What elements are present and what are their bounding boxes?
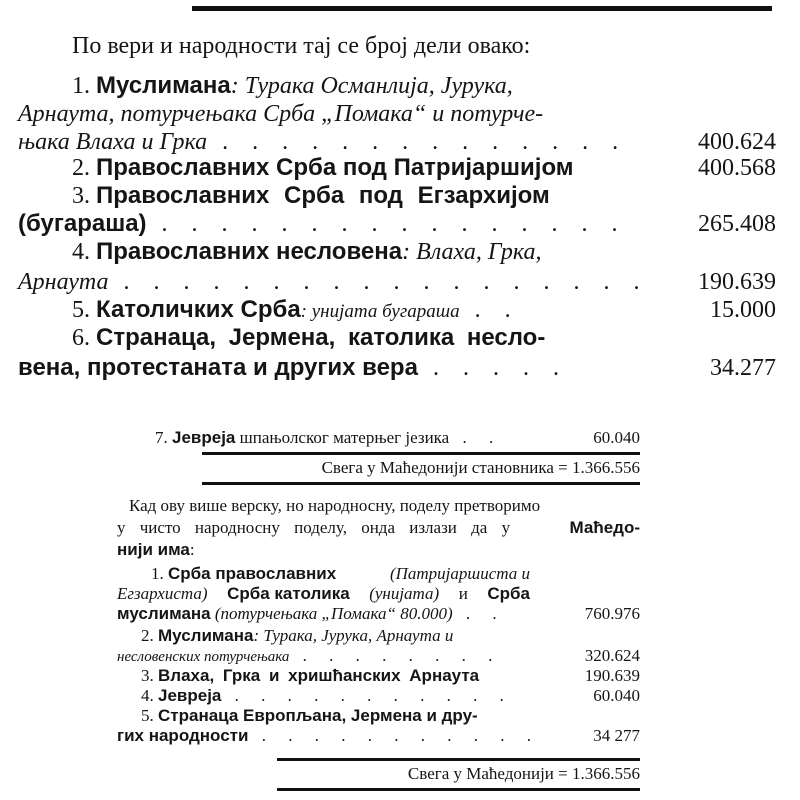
item-7: 7. Јевреја шпањолског матерњег језика . . 60.040 xyxy=(155,428,640,447)
total-rule-top xyxy=(202,452,640,455)
leader-dots: . . . . . . . . . . . . . . xyxy=(207,129,628,155)
item-3-line1: 3. Православних Срба под Егзархијом xyxy=(72,182,550,209)
nat-item-2-line1: 2. Муслимана: Турака, Јурука, Арнаута и xyxy=(141,626,454,645)
paragraph-line3: нији има: xyxy=(117,540,195,559)
total-2-rule-bottom xyxy=(277,788,640,791)
nat-item-4: 4. Јевреја . . . . . . . . . . . 60.040 xyxy=(141,686,640,705)
item-2-value: 400.568 xyxy=(698,155,776,181)
item-6-line1: 6. Странаца, Јермена, католика несло- xyxy=(72,324,546,351)
item-4-line1: 4. Православних несловена: Влаха, Грка, xyxy=(72,238,542,265)
nat-item-1-value: 760.976 xyxy=(584,604,640,623)
item-6-line2: вена, протестаната и других вера . . . . . 34.277 xyxy=(18,354,776,381)
total-2-label: Свега у Маћедонији = xyxy=(407,764,568,783)
nat-item-2-value: 320.624 xyxy=(584,646,640,665)
nat-item-5-value: 34 277 xyxy=(593,726,640,745)
item-3-line2: (бугараша) . . . . . . . . . . . . . . . . 265.408 xyxy=(18,210,776,237)
nat-item-4-value: 60.040 xyxy=(593,686,640,705)
item-4-value: 190.639 xyxy=(698,269,776,295)
nat-item-3: 3. Влаха, Грка и хришћанских Арнаута 190.639 xyxy=(141,666,640,685)
item-1-line1: 1. Муслимана: Турака Османлија, Јурука, xyxy=(72,72,513,99)
item-7-value: 60.040 xyxy=(593,428,640,447)
nat-item-2-line2: несловенских потурчењака . . . . . . . . 320.624 xyxy=(117,646,640,665)
item-5: 5. Католичких Срба: унијата бугараша . . 15.000 xyxy=(72,296,776,323)
nat-item-1-line1: 1. Срба православних (Патријаршиста и xyxy=(151,564,530,583)
total-rule-bottom xyxy=(202,482,640,485)
item-5-value: 15.000 xyxy=(710,297,776,323)
item-1-value: 400.624 xyxy=(698,129,776,155)
total-2-value: 1.366.556 xyxy=(572,764,640,783)
nat-item-5-line1: 5. Странаца Европљана, Јермена и дру- xyxy=(141,706,478,725)
item-6-value: 34.277 xyxy=(710,355,776,381)
nat-item-3-value: 190.639 xyxy=(584,666,640,685)
top-rule xyxy=(192,6,772,11)
nat-item-5-line2: гих народности . . . . . . . . . . . 34 277 xyxy=(117,726,640,745)
nat-item-1-line2: Егзархиста) Срба католика (унијата) и Срба xyxy=(117,584,530,603)
item-2: 2. Православних Срба под Патријаршијом 400.568 xyxy=(72,154,776,181)
item-4-line2: Арнаута . . . . . . . . . . . . . . . . . . 190.639 xyxy=(18,269,776,295)
item-3-value: 265.408 xyxy=(698,211,776,237)
nat-item-1-line3: муслимана (потурчењака „Помака“ 80.000) . . 760.976 xyxy=(117,604,640,623)
total-2-rule-top xyxy=(277,758,640,761)
paragraph-line2: у чисто народносну поделу, онда излази да у Маћедо- xyxy=(117,518,640,537)
intro-text: По вери и народности тај се број дели овако: xyxy=(72,33,531,59)
paragraph-line1: Кад ову више верску, но народносну, поделу претворимо xyxy=(129,496,541,515)
item-1-line3: њака Влаха и Грка . . . . . . . . . . . . . . 400.624 xyxy=(18,129,776,155)
total-1-label: Свега у Маћедонији становника = xyxy=(321,458,568,477)
item-1-line2: Арнаута, потурчењака Срба „Помака“ и потурче- xyxy=(18,101,544,127)
total-1-value: 1.366.556 xyxy=(572,458,640,477)
